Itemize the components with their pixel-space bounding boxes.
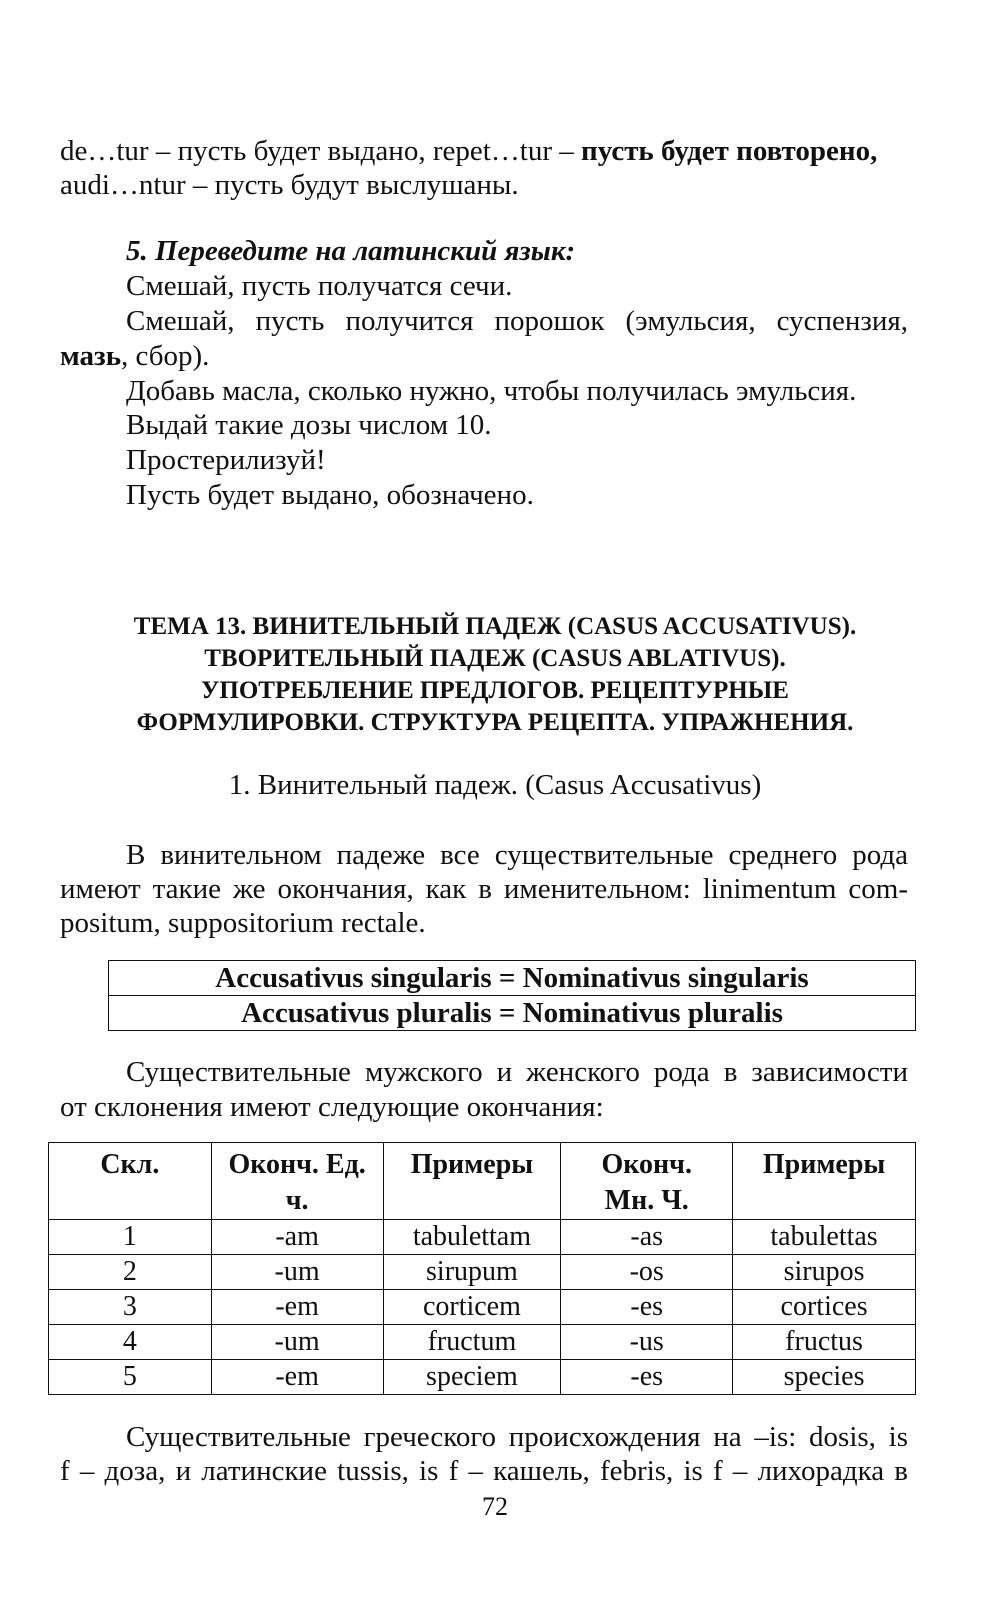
table-row bbox=[109, 996, 916, 1031]
bold-text: мазь bbox=[60, 340, 122, 372]
header-part: Оконч. Ед. bbox=[228, 1149, 366, 1180]
text-span: de…tur – пусть будет выдано, repet…tur – bbox=[60, 135, 581, 167]
text-span: , сбор). bbox=[121, 340, 210, 372]
text-line: Смешай, пусть получатся сечи. bbox=[126, 270, 513, 302]
table-cell: 1 bbox=[49, 1220, 212, 1255]
table-cell: -em bbox=[211, 1290, 383, 1325]
bold-text: пусть будет повторено, bbox=[581, 135, 878, 167]
section-heading: 1. Винительный падеж. (Casus Accusativus) bbox=[228, 769, 762, 801]
table-cell: -em bbox=[211, 1360, 383, 1395]
text-line: Выдай такие дозы числом 10. bbox=[126, 409, 492, 441]
table-cell: 3 bbox=[49, 1290, 212, 1325]
table-cell: fructus bbox=[733, 1325, 916, 1360]
formula-cell: Accusativus singularis = Nominativus singularis bbox=[109, 961, 916, 996]
table-cell: tabulettam bbox=[383, 1220, 561, 1255]
column-header: Примеры bbox=[383, 1143, 561, 1220]
table-cell: corticem bbox=[383, 1290, 561, 1325]
header-part: ч. bbox=[285, 1185, 309, 1216]
topic-title-line: ФОРМУЛИРОВКИ. СТРУКТУРА РЕЦЕПТА. УПРАЖНЕНИЯ. bbox=[136, 709, 854, 736]
table-cell: -as bbox=[561, 1220, 733, 1255]
text-line bbox=[60, 339, 209, 373]
table-row bbox=[49, 1325, 916, 1360]
topic-title-line: ТЕМА 13. ВИНИТЕЛЬНЫЙ ПАДЕЖ (CASUS ACCUSATIVUS). bbox=[133, 613, 857, 640]
table-row bbox=[49, 1255, 916, 1290]
table-cell: 2 bbox=[49, 1255, 212, 1290]
table-cell: -am bbox=[211, 1220, 383, 1255]
text-line: Добавь масла, сколько нужно, чтобы получилась эмульсия. bbox=[126, 375, 857, 407]
table-cell: -us bbox=[561, 1325, 733, 1360]
text-line: audi…ntur – пусть будут выслушаны. bbox=[60, 169, 519, 201]
table-cell: tabulettas bbox=[733, 1220, 916, 1255]
table-cell: -os bbox=[561, 1255, 733, 1290]
table-row bbox=[49, 1220, 916, 1255]
table-row bbox=[49, 1290, 916, 1325]
text-line: Простерилизуй! bbox=[126, 444, 326, 476]
text-line: Смешай, пусть получится порошок (эмульсия, суспензия, bbox=[126, 305, 908, 337]
table-cell: sirupos bbox=[733, 1255, 916, 1290]
table-cell: cortices bbox=[733, 1290, 916, 1325]
text-line bbox=[60, 134, 877, 168]
table-cell: fructum bbox=[383, 1325, 561, 1360]
header-part: Мн. Ч. bbox=[604, 1185, 689, 1216]
column-header bbox=[211, 1143, 383, 1220]
table-row bbox=[109, 961, 916, 996]
table-cell: species bbox=[733, 1360, 916, 1395]
text-line: Пусть будет выдано, обозначено. bbox=[126, 479, 534, 511]
page-number: 72 bbox=[482, 1492, 508, 1521]
column-header bbox=[561, 1143, 733, 1220]
formula-cell: Accusativus pluralis = Nominativus pluralis bbox=[109, 996, 916, 1031]
endings-table bbox=[48, 1142, 916, 1395]
topic-title-line: ТВОРИТЕЛЬНЫЙ ПАДЕЖ (CASUS ABLATIVUS). bbox=[204, 645, 786, 672]
column-header: Скл. bbox=[49, 1143, 212, 1220]
text-line: от склонения имеют следующие окончания: bbox=[60, 1091, 604, 1123]
table-cell: speciem bbox=[383, 1360, 561, 1395]
text-line: positum, suppositorium rectale. bbox=[60, 907, 426, 939]
text-line: имеют такие же окончания, как в именительном: linimentum com- bbox=[60, 873, 908, 905]
table-header-row bbox=[49, 1143, 916, 1220]
table-cell: -es bbox=[561, 1360, 733, 1395]
text-line: f – доза, и латинские tussis, is f – кашель, febris, is f – лихорадка в bbox=[60, 1455, 908, 1487]
exercise-heading: 5. Переведите на латинский язык: bbox=[126, 235, 576, 267]
table-cell: -um bbox=[211, 1255, 383, 1290]
text-line: Существительные греческого происхождения на –is: dosis, is bbox=[126, 1421, 908, 1453]
text-line: В винительном падеже все существительные среднего рода bbox=[126, 839, 908, 871]
table-cell: 4 bbox=[49, 1325, 212, 1360]
table-row bbox=[49, 1360, 916, 1395]
table-cell: 5 bbox=[49, 1360, 212, 1395]
topic-title-line: УПОТРЕБЛЕНИЕ ПРЕДЛОГОВ. РЕЦЕПТУРНЫЕ bbox=[201, 677, 789, 704]
table-cell: sirupum bbox=[383, 1255, 561, 1290]
text-line: Существительные мужского и женского рода в зависимости bbox=[126, 1056, 908, 1088]
column-header: Примеры bbox=[733, 1143, 916, 1220]
table-cell: -es bbox=[561, 1290, 733, 1325]
formula-table bbox=[108, 960, 916, 1031]
table-cell: -um bbox=[211, 1325, 383, 1360]
header-part: Оконч. bbox=[601, 1149, 692, 1180]
